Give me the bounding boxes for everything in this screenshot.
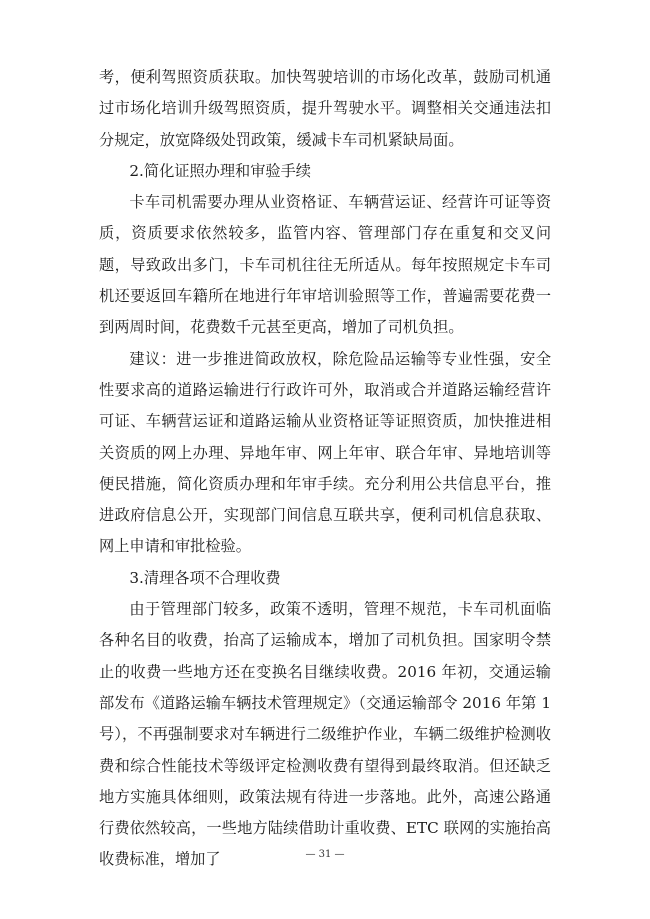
page-number: — 31 — (305, 849, 345, 860)
paragraph-body: 由于管理部门较多，政策不透明，管理不规范，卡车司机面临各种名目的收费，抬高了运输成本，增加了司机负担。国家明令禁止的收费一些地方还在变换名目继续收费。2016 年初，交通运输部发布《道路运输车辆技术管理规定》（交通运输部令 2016 年第 1 号），不再强制要求对车辆进行二级维护作业，车辆二级维护检测收费和综合性能技术等级评定检测收费有望得到最终取消。但还缺乏地方实施具体细则，政策法规有待进一步落地。此外，高速公路通行费依然较高，一些地方陆续借助计重收费、ETC 联网的实施抬高收费标准，增加了 (99, 600, 551, 869)
paragraph-continuation: 考，便利驾照资质获取。加快驾驶培训的市场化改革，鼓励司机通过市场化培训升级驾照资质，提升驾驶水平。调整相关交通违法扣分规定，放宽降级处罚政策，缓减卡车司机紧缺局面。 (99, 68, 551, 149)
paragraph-body: 卡车司机需要办理从业资格证、车辆营运证、经营许可证等资质，资质要求依然较多，监管内容、管理部门存在重复和交叉问题，导致政出多门，卡车司机往往无所适从。每年按照规定卡车司机还要返回车籍所在地进行年审培训验照等工作，普遍需要花费一到两周时间，花费数千元甚至更高，增加了司机负担。 (99, 193, 551, 337)
section-heading-2: 2.简化证照办理和审验手续 (129, 161, 311, 180)
paragraph-suggestion: 建议：进一步推进简政放权，除危险品运输等专业性强，安全性要求高的道路运输进行行政许可外，取消或合并道路运输经营许可证、车辆营运证和道路运输从业资格证等证照资质，加快推进相关资质的网上办理、异地年审、网上年审、联合年审、异地培训等便民措施，简化资质办理和年审手续。充分利用公共信息平台，推进政府信息公开，实现部门间信息互联共享，便利司机信息获取、网上申请和审批检验。 (99, 349, 551, 556)
document-page (99, 62, 551, 876)
section-heading-3: 3.清理各项不合理收费 (129, 568, 281, 587)
